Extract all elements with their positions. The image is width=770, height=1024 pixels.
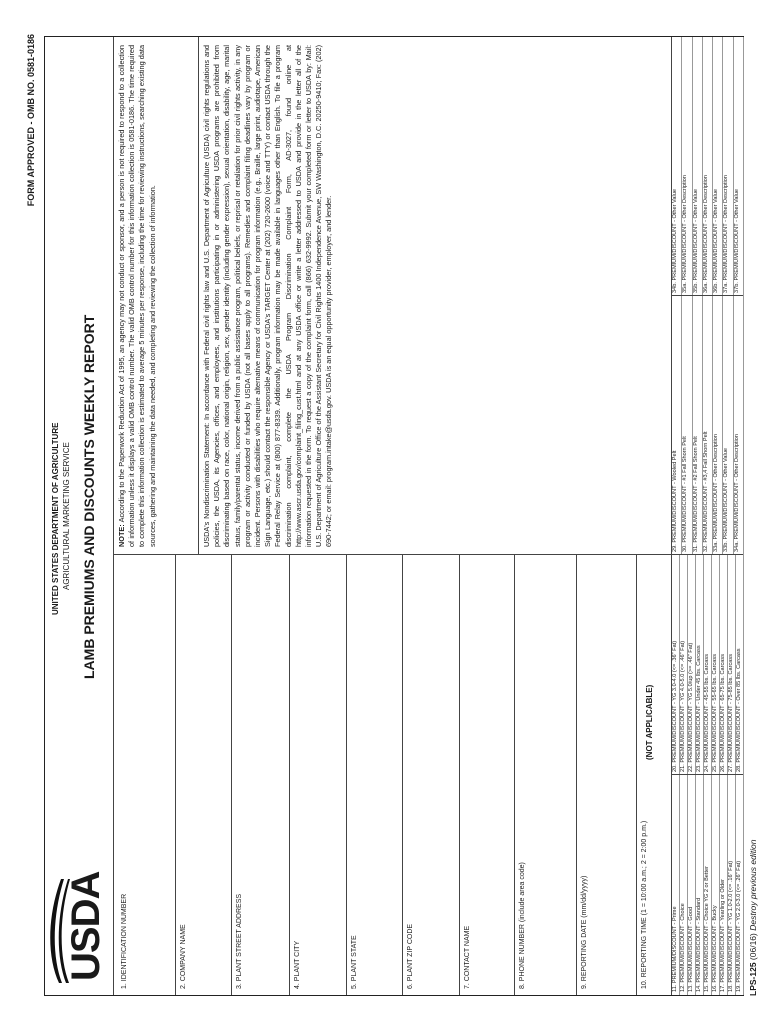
paperwork-note	[117, 45, 158, 547]
field-label: 10. REPORTING TIME (1 = 10:00 a.m.; 2 = 2:00 p.m.)	[641, 820, 648, 989]
nondiscrimination-statement: USDA's Nondiscrimination Statement: In accordance with Federal civil rights law and U.S. Department of Agriculture (USDA) civil rights regulations and policies, the USDA, its Agencies, offices, and employees, and institutions participating in or administering USDA programs are prohibited from discriminating based on race, color, national origin, religion, sex, gender identity (including gender expression), sexual orientation, disability, age, marital status, family/parental status, income derived from a public assistance program, political beliefs, or reprisal or retaliation for prior civil rights activity, in any program or activity conducted or funded by USDA (not all bases apply to all programs). Remedies and complaint filing deadlines vary by program or incident. Persons with disabilities who require alternative means of communication for program information (e.g., Braille, large print, audiotape, American Sign Language, etc.) should contact the responsible Agency or USDA's TARGET Center at (202) 720-2600 (voice and TTY) or contact USDA through the Federal Relay Service at (800) 877-8339. Additionally, program information may be made available in languages other than English. To file a program discrimination complaint, complete the USDA Program Discrimination Complaint Form, AD-3027, found online at http://www.ascr.usda.gov/complaint_filing_cust.html and at any USDA office or write a letter addressed to USDA and provide in the letter all of the information requested in the form. To request a copy of the complaint form, call (866) 632-9992. Submit your completed form or letter to USDA by: Mail: U.S. Department of Agriculture Office of the Assistant Secretary for Civil Rights 1400 Independence Avenue, SW Washington, D.C. 20250-9410; Fax: (202) 690-7442; or email: program.intake@usda.gov. USDA is an equal opportunity provider, employer, and lender.	[202, 45, 334, 547]
premium-row-label: 32. PREMIUM/DISCOUNT - #3,4 Fall Shorn Pelt	[702, 431, 709, 552]
premium-row-label: 28. PREMIUM/DISCOUNT - Over 85 lbs. Carcass	[736, 648, 742, 772]
premium-row-label: 16. PREMIUM/DISCOUNT - Bucky	[712, 905, 718, 992]
usda-logo	[49, 872, 109, 987]
field-input[interactable]	[529, 564, 567, 989]
premium-row-label: 23. PREMIUM/DISCOUNT - Under 45 lbs. Carcass	[696, 645, 702, 772]
field-label: 2. COMPANY NAME	[180, 924, 187, 989]
form-edition: (06/16)	[748, 933, 758, 961]
field-input[interactable]	[361, 564, 399, 989]
premium-row-label: 30. PREMIUM/DISCOUNT - #1 Fall Shorn Pelt	[682, 436, 689, 552]
premium-row-divider	[743, 296, 744, 555]
form-frame	[44, 36, 744, 996]
field-divider	[636, 555, 637, 995]
field-input[interactable]	[190, 564, 228, 989]
premium-row-label: 26. PREMIUM/DISCOUNT - 65-75 lbs. Carcass	[720, 653, 726, 772]
field-input[interactable]	[417, 564, 455, 989]
field-divider	[514, 555, 515, 995]
premium-row-label: 22. PREMIUM/DISCOUNT - YG 5.0/up (>= .46" Fat)	[688, 642, 694, 772]
field-label: 1. IDENTIFICATION NUMBER	[121, 893, 128, 989]
not-applicable-label: (NOT APPLICABLE)	[645, 684, 654, 760]
header-divider	[113, 37, 114, 995]
premium-row-label: 36b. PREMIUM/DISCOUNT - Other Value	[713, 189, 720, 293]
premium-row-label: 25. PREMIUM/DISCOUNT - 55-65 lbs. Carcass	[712, 653, 718, 772]
premium-row-label: 36a. PREMIUM/DISCOUNT - Other Description	[702, 174, 709, 293]
service-name: AGRICULTURAL MARKETING SERVICE	[62, 442, 71, 590]
premium-row-label: 33b. PREMIUM/DISCOUNT - Other Value	[723, 448, 730, 552]
premium-block-divider	[671, 554, 743, 555]
usda-logo-text: USDA	[64, 871, 108, 981]
premium-row-label: 14. PREMIUM/DISCOUNT - Standard	[696, 897, 702, 992]
report-title: LAMB PREMIUMS AND DISCOUNTS WEEKLY REPORT	[81, 314, 97, 679]
field-input[interactable]	[131, 564, 169, 989]
premium-row-label: 33a. PREMIUM/DISCOUNT - Other Description	[713, 433, 720, 552]
premium-row-label: 12. PREMIUM/DISCOUNT - Choice	[680, 903, 686, 992]
field-label: 5. PLANT STATE	[351, 935, 358, 989]
premium-row-label: 35a. PREMIUM/DISCOUNT - Other Description	[682, 174, 689, 293]
field-divider	[175, 555, 176, 995]
field-divider	[346, 555, 347, 995]
premium-column-divider	[671, 295, 743, 296]
premium-row-divider	[743, 37, 744, 296]
field-input[interactable]	[304, 564, 342, 989]
field-input[interactable]	[591, 564, 629, 989]
premium-row-label: 11. PREMIUM/DISCOUNT - Prime	[672, 906, 678, 992]
premium-row-label: 35b. PREMIUM/DISCOUNT - Other Value	[692, 189, 699, 293]
premium-row-label: 17. PREMIUM/DISCOUNT - Yearling or Older	[720, 878, 726, 992]
note-text: According to the Paperwork Reduction Act of 1995, an agency may not conduct or sponsor, and a person is not required to respond to a collection of information unless it displays a valid OMB control number. The valid OMB control number for this information collection is 0581-0186. The time required to complete this information collection is estimated to average 5 minutes per response, including the time for reviewing instructions, searching existing data sources, gathering and maintaining the data needed, and completing and reviewing the collection of information.	[117, 45, 157, 547]
field-input[interactable]	[474, 564, 512, 989]
premium-row-label: 34a. PREMIUM/DISCOUNT - Other Description	[733, 433, 740, 552]
premium-row-label: 15. PREMIUM/DISCOUNT - Choice YG 2 or Better	[704, 866, 710, 992]
premium-row-label: 24. PREMIUM/DISCOUNT - 45-55 lbs. Carcass	[704, 653, 710, 772]
premium-row-label: 19. PREMIUM/DISCOUNT - YG 2.0-3.0 (<= .26" Fat)	[736, 860, 742, 992]
field-label: 8. PHONE NUMBER (include area code)	[519, 862, 526, 989]
column-divider	[113, 554, 671, 555]
field-divider	[231, 555, 232, 995]
field-label: 9. REPORTING DATE (mm/dd/yyyy)	[581, 875, 588, 989]
field-divider	[402, 555, 403, 995]
note-divider	[198, 37, 199, 555]
premium-row-label: 21. PREMIUM/DISCOUNT - YG 4.0-5.0 (<= .46" Fat)	[680, 640, 686, 772]
form-number: LPS-125	[748, 962, 758, 996]
form-footer	[748, 840, 758, 996]
premium-row-label: 27. PREMIUM/DISCOUNT - 75-85 lbs. Carcass	[728, 653, 734, 772]
premium-row-label: 31. PREMIUM/DISCOUNT - #2 Fall Shorn Pelt	[692, 436, 699, 552]
premium-row-label: 20. PREMIUM/DISCOUNT - YG 3.0-4.0 (<= .36" Fat)	[672, 640, 678, 772]
field-divider	[576, 555, 577, 995]
premium-row-label: 13. PREMIUM/DISCOUNT - Good	[688, 906, 694, 992]
department-name: UNITED STATES DEPARTMENT OF AGRICULTURE	[51, 422, 60, 615]
premium-row-label: 34b. PREMIUM/DISCOUNT - Other Value	[672, 189, 678, 293]
edition-note: Destroy previous edition	[748, 839, 758, 931]
field-label: 4. PLANT CITY	[294, 940, 301, 989]
premium-row-label: 18. PREMIUM/DISCOUNT - YG 1.0-2.0 (<= .16" Fat)	[728, 860, 734, 992]
field-label: 3. PLANT STREET ADDRESS	[236, 893, 243, 989]
field-divider	[459, 555, 460, 995]
premium-row-divider	[743, 775, 744, 995]
premium-row-divider	[743, 555, 744, 775]
field-label: 7. CONTACT NAME	[464, 925, 471, 989]
field-divider	[289, 555, 290, 995]
field-input[interactable]	[246, 564, 284, 989]
field-label: 6. PLANT ZIP CODE	[407, 923, 414, 989]
premium-row-label: 37a. PREMIUM/DISCOUNT - Other Description	[723, 174, 730, 293]
note-label: NOTE:	[117, 524, 126, 547]
form-approved-label: FORM APPROVED - OMB NO. 0581-0186	[26, 34, 36, 207]
premium-row-label: 29. PREMIUM/DISCOUNT - Wooled Pelt	[672, 450, 678, 552]
premium-row-label: 37b. PREMIUM/DISCOUNT - Other Value	[733, 189, 740, 293]
premium-column-divider	[671, 774, 743, 775]
